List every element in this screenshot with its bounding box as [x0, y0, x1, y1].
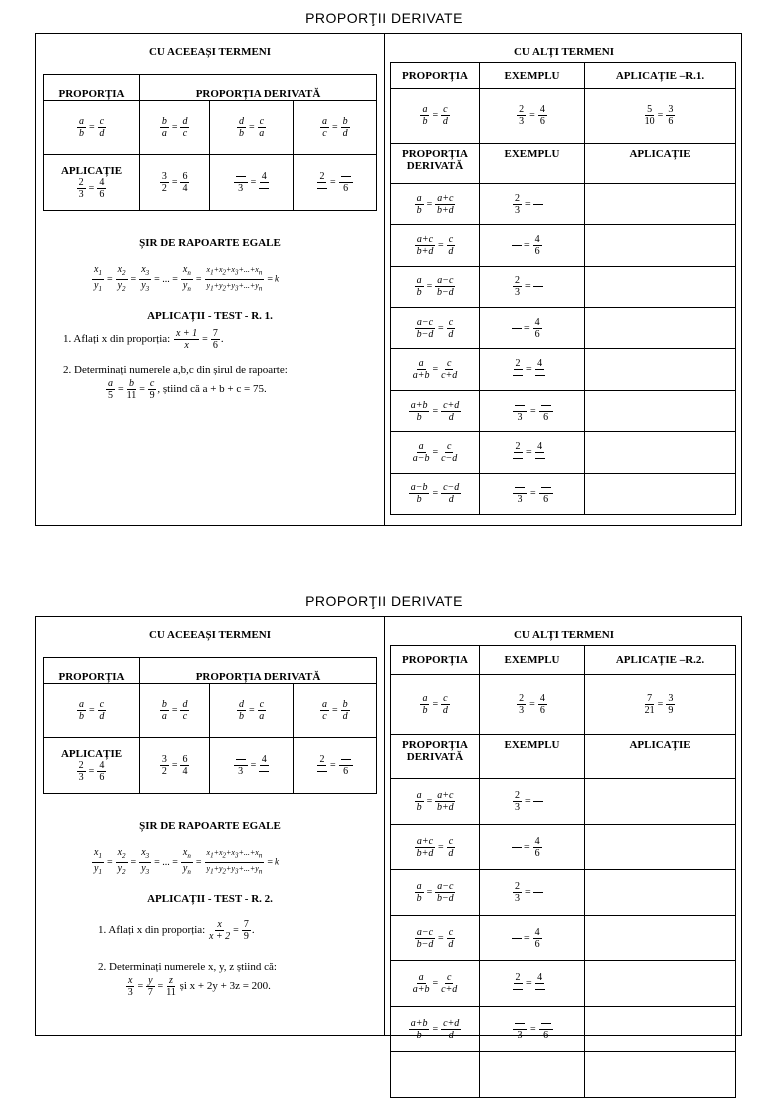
header-aplicatie: APLICAȚIE	[585, 143, 736, 183]
row-exemplu-5: 2 = 4	[480, 961, 585, 1007]
cell-aplicatie: APLICAȚIE $\frac{2}{3}$ = $\frac{4}{6}$	[44, 738, 140, 794]
series-formula: $\frac{x_1}{y_1}$ = $\frac{x_2}{y_2}$ = $\frac{x_3}{y_3}$ = ... = $\frac{x_n}{y_n}$ = $\frac{x1+x2+x3+...+xn}{y1+y2+y3+...+yn}$ = k	[94, 847, 279, 876]
row-derivata-3: $\frac{a}{b}$ = $\frac{a-c}{b-d}$	[391, 266, 480, 307]
row-aplicatie-2	[585, 824, 736, 870]
cell-aplicatie: $\frac{5}{10}$ = $\frac{3}{6}$	[585, 89, 736, 143]
cell-proportia: $\frac{a}{b}$ = $\frac{c}{d}$	[44, 684, 140, 738]
row-aplicatie-4	[585, 308, 736, 349]
row-exemplu-6: 3 = 6	[480, 390, 585, 431]
row-aplicatie-7	[585, 432, 736, 473]
header-exemplu: EXEMPLU	[480, 63, 585, 89]
row-derivata-3: $\frac{a}{b}$ = $\frac{a-c}{b-d}$	[391, 870, 480, 916]
header-proportia: PROPORȚIA	[391, 63, 480, 89]
row-exemplu-2: = $\frac{4}{6}$	[480, 824, 585, 870]
cell-aplicatie-2: 3 = 4	[210, 155, 293, 211]
cell-aplicatie-3: 2 = 6	[293, 155, 376, 211]
row-derivata-5: $\frac{a}{a+b}$ = $\frac{c}{c+d}$	[391, 349, 480, 390]
row-exemplu-5: 2 = 4	[480, 349, 585, 390]
cell-aplicatie-2: 3 = 4	[210, 738, 293, 794]
exercise-1: 1. Aflați x din proporția: $\frac{x}{x + 2}$ = $\frac{7}{9}$ .	[98, 919, 255, 942]
header-aplicatie-r1: APLICAȚIE –R.1.	[585, 63, 736, 89]
row-derivata-4: $\frac{a-c}{b-d}$ = $\frac{c}{d}$	[391, 308, 480, 349]
cell-derivata-2: $\frac{d}{b}$ = $\frac{c}{a}$	[210, 101, 293, 155]
cell-aplicatie-3: 2 = 6	[293, 738, 376, 794]
exercise-2-condition: și x + 2y + 3z = 200.	[179, 980, 271, 993]
cell-exemplu: $\frac{2}{3}$ = $\frac{4}{6}$	[480, 674, 585, 734]
row-derivata-6: $\frac{a+b}{b}$ = $\frac{c+d}{d}$	[391, 390, 480, 431]
cell-derivata-3: $\frac{a}{c}$ = $\frac{b}{d}$	[293, 101, 376, 155]
header-exemplu: EXEMPLU	[480, 646, 585, 675]
row-aplicatie-1	[585, 184, 736, 225]
series-formula: $\frac{x_1}{y_1}$ = $\frac{x_2}{y_2}$ = $\frac{x_3}{y_3}$ = ... = $\frac{x_n}{y_n}$ = $\frac{x1+x2+x3+...+xn}{y1+y2+y3+...+yn}$ = k	[94, 264, 279, 293]
right-heading: CU ALȚI TERMENI	[513, 629, 615, 641]
column-divider	[384, 34, 385, 525]
series-title: ȘIR DE RAPOARTE EGALE	[139, 820, 281, 832]
exercise-2-condition: , știind că a + b + c = 75.	[157, 383, 267, 396]
row-derivata-4: $\frac{a-c}{b-d}$ = $\frac{c}{d}$	[391, 915, 480, 961]
header-derivata: PROPORȚIA DERIVATĂ	[391, 143, 480, 183]
row-aplicatie-6	[585, 1006, 736, 1052]
header-derivata: PROPORȚIA DERIVATĂ	[140, 75, 377, 101]
other-terms-table	[390, 645, 736, 1098]
row-exemplu-3: $\frac{2}{3}$ =	[480, 266, 585, 307]
row-aplicatie-6	[585, 390, 736, 431]
header-aplicatie-r2: APLICAȚIE –R.2.	[585, 646, 736, 675]
row-derivata-1: $\frac{a}{b}$ = $\frac{a+c}{b+d}$	[391, 779, 480, 825]
other-terms-table	[390, 62, 736, 515]
row-aplicatie-8	[585, 473, 736, 514]
exercise-2: 2. Determinați numerele a,b,c din șirul de rapoarte: $\frac{a}{5}$ = $\frac{b}{11}$ = $\frac{c}{9}$ , știind că a + b + c = 75.	[63, 364, 288, 401]
exercise-1-text: 1. Aflați x din proporția:	[63, 333, 171, 346]
row-exemplu-7	[480, 1052, 585, 1098]
row-aplicatie-4	[585, 915, 736, 961]
column-divider	[384, 617, 385, 1035]
cell-proportia: $\frac{a}{b}$ = $\frac{c}{d}$	[44, 101, 140, 155]
cell-derivata-1: $\frac{b}{a}$ = $\frac{d}{c}$	[140, 684, 210, 738]
row-exemplu-1: $\frac{2}{3}$ =	[480, 779, 585, 825]
same-terms-table	[43, 74, 377, 211]
header-exemplu: EXEMPLU	[480, 734, 585, 778]
row-derivata-5: $\frac{a}{a+b}$ = $\frac{c}{c+d}$	[391, 961, 480, 1007]
cell-derivata-1: $\frac{b}{a}$ = $\frac{d}{c}$	[140, 101, 210, 155]
row-exemplu-4: = $\frac{4}{6}$	[480, 308, 585, 349]
cell-derivata-3: $\frac{a}{c}$ = $\frac{b}{d}$	[293, 684, 376, 738]
left-heading: CU ACEEAȘI TERMENI	[148, 46, 272, 58]
cell-proportia: $\frac{a}{b}$ = $\frac{c}{d}$	[391, 89, 480, 143]
exercise-2: 2. Determinați numerele x, y, z știind că: $\frac{x}{3}$ = $\frac{y}{7}$ = $\frac{z}{11}$ și x + 2y + 3z = 200.	[98, 961, 277, 998]
row-aplicatie-5	[585, 349, 736, 390]
cell-exemplu: $\frac{2}{3}$ = $\frac{4}{6}$	[480, 89, 585, 143]
exercise-1-text: 1. Aflați x din proporția:	[98, 924, 206, 937]
row-exemplu-8: 3 = 6	[480, 473, 585, 514]
page-title: PROPORŢII DERIVATE	[305, 10, 463, 26]
header-proportia: PROPORȚIA	[391, 646, 480, 675]
cell-aplicatie: $\frac{7}{21}$ = $\frac{3}{9}$	[585, 674, 736, 734]
header-aplicatie: APLICAȚIE	[585, 734, 736, 778]
series-title: ȘIR DE RAPOARTE EGALE	[139, 237, 281, 249]
formula-k: k	[274, 856, 279, 867]
row-derivata-8: $\frac{a-b}{b}$ = $\frac{c-d}{d}$	[391, 473, 480, 514]
left-heading: CU ACEEAȘI TERMENI	[148, 629, 272, 641]
exercise-2-text: 2. Determinați numerele x, y, z știind că:	[98, 961, 277, 973]
test-title: APLICAȚII - TEST - R. 1.	[147, 310, 273, 322]
header-derivata: PROPORȚIA DERIVATĂ	[140, 658, 377, 684]
row-derivata-7: $\frac{a}{a-b}$ = $\frac{c}{c-d}$	[391, 432, 480, 473]
cell-aplicatie-1: $\frac{3}{2}$ = $\frac{6}{4}$	[140, 738, 210, 794]
header-proportia: PROPORȚIA	[44, 75, 140, 101]
exercise-1: 1. Aflați x din proporția: $\frac{x + 1}{x}$ = $\frac{7}{6}$ .	[63, 328, 224, 351]
formula-k: k	[274, 273, 279, 284]
row-derivata-2: $\frac{a+c}{b+d}$ = $\frac{c}{d}$	[391, 225, 480, 266]
row-aplicatie-3	[585, 870, 736, 916]
row-aplicatie-2	[585, 225, 736, 266]
aplicatie-label: APLICAȚIE	[60, 165, 123, 177]
row-derivata-7	[391, 1052, 480, 1098]
row-aplicatie-1	[585, 779, 736, 825]
worksheet-1	[35, 33, 742, 526]
same-terms-table	[43, 657, 377, 794]
row-derivata-2: $\frac{a+c}{b+d}$ = $\frac{c}{d}$	[391, 824, 480, 870]
row-exemplu-4: = $\frac{4}{6}$	[480, 915, 585, 961]
row-derivata-6: $\frac{a+b}{b}$ = $\frac{c+d}{d}$	[391, 1006, 480, 1052]
header-proportia: PROPORȚIA	[44, 658, 140, 684]
cell-aplicatie-1: $\frac{3}{2}$ = $\frac{6}{4}$	[140, 155, 210, 211]
header-exemplu: EXEMPLU	[480, 143, 585, 183]
row-derivata-1: $\frac{a}{b}$ = $\frac{a+c}{b+d}$	[391, 184, 480, 225]
row-aplicatie-5	[585, 961, 736, 1007]
test-title: APLICAȚII - TEST - R. 2.	[147, 893, 273, 905]
cell-proportia: $\frac{a}{b}$ = $\frac{c}{d}$	[391, 674, 480, 734]
right-heading: CU ALȚI TERMENI	[513, 46, 615, 58]
cell-derivata-2: $\frac{d}{b}$ = $\frac{c}{a}$	[210, 684, 293, 738]
cell-aplicatie: APLICAȚIE $\frac{2}{3}$ = $\frac{4}{6}$	[44, 155, 140, 211]
row-exemplu-6: 3 = 6	[480, 1006, 585, 1052]
header-derivata: PROPORȚIA DERIVATĂ	[391, 734, 480, 778]
row-aplicatie-3	[585, 266, 736, 307]
page-title: PROPORŢII DERIVATE	[305, 593, 463, 609]
row-exemplu-2: = $\frac{4}{6}$	[480, 225, 585, 266]
row-exemplu-7: 2 = 4	[480, 432, 585, 473]
aplicatie-label: APLICAȚIE	[60, 748, 123, 760]
worksheet-2	[35, 616, 742, 1041]
row-aplicatie-7	[585, 1052, 736, 1098]
row-exemplu-3: $\frac{2}{3}$ =	[480, 870, 585, 916]
exercise-2-text: 2. Determinați numerele a,b,c din șirul de rapoarte:	[63, 364, 288, 376]
row-exemplu-1: $\frac{2}{3}$ =	[480, 184, 585, 225]
